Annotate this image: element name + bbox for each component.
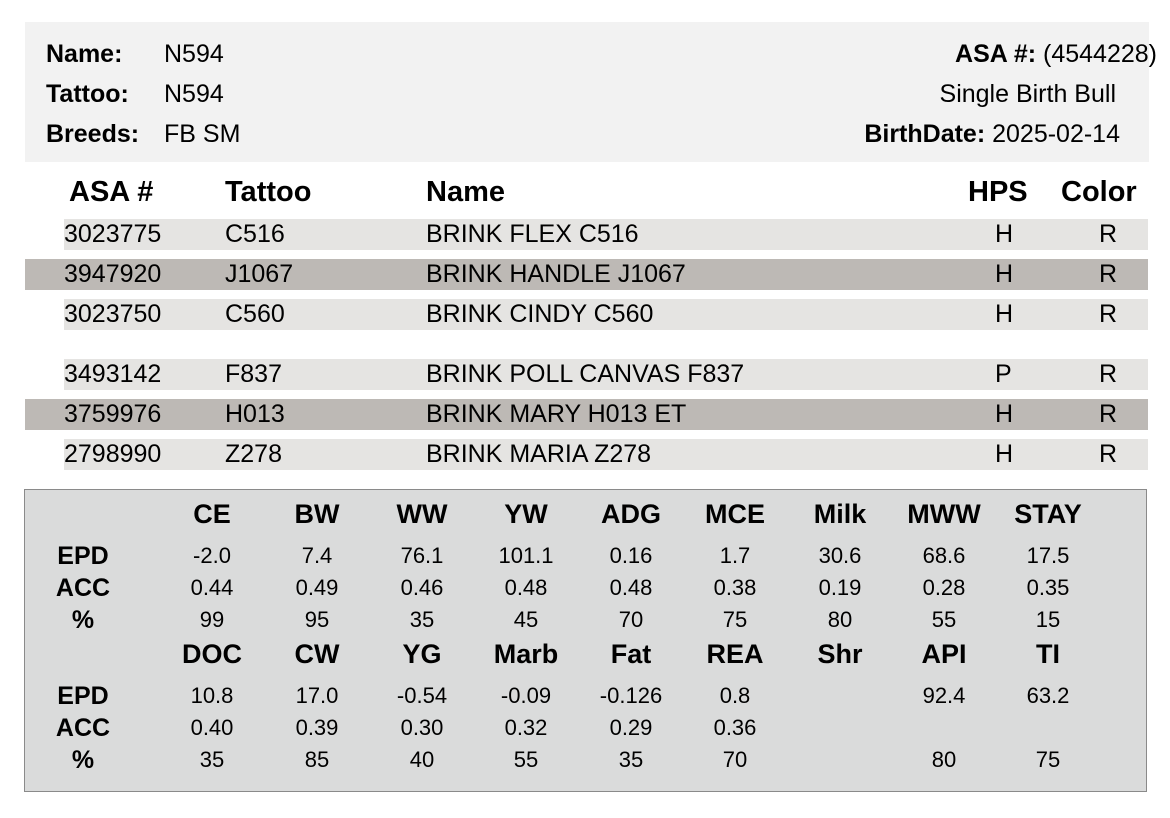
row-name: BRINK CINDY C560 <box>426 300 654 328</box>
trait-epd-value: -0.54 <box>396 683 448 708</box>
trait-header: STAY <box>1014 499 1082 529</box>
trait-pct-value: 40 <box>409 747 435 772</box>
col-color-header: Color <box>1061 176 1137 208</box>
trait-header: YG <box>402 639 442 669</box>
trait-epd-value: 7.4 <box>301 543 333 568</box>
row-tattoo: Z278 <box>225 440 282 468</box>
trait-epd-value: 92.4 <box>922 683 966 708</box>
birthdate-label: BirthDate: <box>864 120 986 148</box>
tattoo-line <box>46 79 224 109</box>
epd-row-label-acc: ACC <box>55 714 111 742</box>
name-line <box>46 39 224 69</box>
trait-header: ADG <box>601 499 661 529</box>
trait-acc-value: 0.38 <box>713 575 757 600</box>
row-asa: 3493142 <box>64 360 162 388</box>
trait-header: YW <box>504 499 548 529</box>
trait-pct-value: 45 <box>513 607 539 632</box>
trait-pct-value: 55 <box>931 607 957 632</box>
trait-epd-value: 0.8 <box>719 683 751 708</box>
col-name-header: Name <box>426 176 505 208</box>
pedigree-row <box>64 359 1148 390</box>
trait-header: API <box>921 639 967 669</box>
row-hps: H <box>995 220 1014 248</box>
trait-epd-value: 0.16 <box>609 543 653 568</box>
trait-pct-value: 75 <box>1035 747 1061 772</box>
trait-epd-value: 17.5 <box>1026 543 1070 568</box>
tattoo-label: Tattoo: <box>46 80 129 108</box>
row-tattoo: F837 <box>225 360 282 388</box>
row-asa: 3947920 <box>64 260 162 288</box>
trait-header: REA <box>706 639 764 669</box>
trait-pct-value: 85 <box>304 747 330 772</box>
trait-epd-value: 63.2 <box>1026 683 1070 708</box>
trait-header: Marb <box>493 639 559 669</box>
row-tattoo: H013 <box>225 400 285 428</box>
asa-value: (4544228) <box>1043 40 1157 68</box>
trait-pct-value: 95 <box>304 607 330 632</box>
name-value: N594 <box>164 40 224 68</box>
trait-pct-value: 35 <box>199 747 225 772</box>
row-name: BRINK FLEX C516 <box>426 220 639 248</box>
epd-row-label-pct: % <box>71 606 95 634</box>
epd-row-label-pct: % <box>71 746 95 774</box>
trait-pct-value: 15 <box>1035 607 1061 632</box>
trait-pct-value: 35 <box>618 747 644 772</box>
trait-epd-value: 1.7 <box>719 543 751 568</box>
trait-header: WW <box>396 499 448 529</box>
trait-acc-value: 0.35 <box>1026 575 1070 600</box>
row-name: BRINK HANDLE J1067 <box>426 260 686 288</box>
col-tattoo-header: Tattoo <box>225 176 312 208</box>
trait-header: MCE <box>705 499 765 529</box>
epd-row-label-epd: EPD <box>57 682 109 710</box>
row-name: BRINK MARY H013 ET <box>426 400 687 428</box>
trait-epd-value: 30.6 <box>818 543 862 568</box>
trait-epd-value: -0.126 <box>599 683 663 708</box>
trait-pct-value: 35 <box>409 607 435 632</box>
trait-acc-value: 0.49 <box>295 575 339 600</box>
trait-acc-value: 0.39 <box>295 715 339 740</box>
row-tattoo: C516 <box>225 220 285 248</box>
trait-pct-value: 55 <box>513 747 539 772</box>
trait-epd-value: 17.0 <box>295 683 339 708</box>
pedigree-row <box>25 399 1148 430</box>
row-color: R <box>1099 440 1118 468</box>
pedigree-row <box>64 299 1148 330</box>
row-name: BRINK MARIA Z278 <box>426 440 652 468</box>
trait-header: Shr <box>817 639 863 669</box>
row-color: R <box>1099 260 1118 288</box>
trait-header: CW <box>294 639 340 669</box>
pedigree-row <box>64 219 1148 250</box>
row-tattoo: C560 <box>225 300 285 328</box>
epd-panel <box>24 489 1147 792</box>
trait-acc-value: 0.44 <box>190 575 234 600</box>
trait-header: Fat <box>610 639 652 669</box>
asa-line <box>955 39 1157 69</box>
breeds-label: Breeds: <box>46 120 140 148</box>
epd-row-label-acc: ACC <box>55 574 111 602</box>
row-color: R <box>1099 300 1118 328</box>
epd-row-label-epd: EPD <box>57 542 109 570</box>
breeds-line <box>46 119 241 149</box>
col-asa-header: ASA # <box>69 176 154 208</box>
trait-header: TI <box>1036 639 1060 669</box>
birth-type: Single Birth Bull <box>939 80 1116 108</box>
col-hps-header: HPS <box>968 176 1028 208</box>
row-tattoo: J1067 <box>225 260 294 288</box>
trait-header: DOC <box>182 639 242 669</box>
trait-pct-value: 75 <box>722 607 748 632</box>
animal-header <box>25 22 1157 162</box>
trait-pct-value: 99 <box>199 607 225 632</box>
trait-acc-value: 0.28 <box>922 575 966 600</box>
trait-epd-value: -0.09 <box>500 683 552 708</box>
row-color: R <box>1099 360 1118 388</box>
trait-acc-value: 0.48 <box>504 575 548 600</box>
row-hps: P <box>995 360 1012 388</box>
trait-acc-value: 0.29 <box>609 715 653 740</box>
tattoo-value: N594 <box>164 80 224 108</box>
trait-epd-value: 76.1 <box>400 543 444 568</box>
row-hps: H <box>995 400 1014 428</box>
birthdate-line <box>864 119 1120 149</box>
trait-acc-value: 0.48 <box>609 575 653 600</box>
pedigree-row <box>64 439 1148 470</box>
trait-header: MWW <box>907 499 981 529</box>
row-asa: 2798990 <box>64 440 162 468</box>
trait-pct-value: 80 <box>827 607 853 632</box>
row-asa: 3023750 <box>64 300 162 328</box>
trait-header: Milk <box>813 499 867 529</box>
trait-epd-value: 101.1 <box>498 543 554 568</box>
trait-header: BW <box>294 499 340 529</box>
row-hps: H <box>995 260 1014 288</box>
row-name: BRINK POLL CANVAS F837 <box>426 360 745 388</box>
asa-label: ASA #: <box>955 40 1037 68</box>
trait-pct-value: 70 <box>618 607 644 632</box>
trait-acc-value: 0.19 <box>818 575 862 600</box>
trait-epd-value: 10.8 <box>190 683 234 708</box>
trait-acc-value: 0.46 <box>400 575 444 600</box>
trait-header: CE <box>193 499 231 529</box>
row-color: R <box>1099 400 1118 428</box>
row-hps: H <box>995 300 1014 328</box>
name-label: Name: <box>46 40 123 68</box>
trait-pct-value: 80 <box>931 747 957 772</box>
trait-acc-value: 0.36 <box>713 715 757 740</box>
birthdate-value: 2025-02-14 <box>992 120 1120 148</box>
row-asa: 3023775 <box>64 220 162 248</box>
row-hps: H <box>995 440 1014 468</box>
pedigree-row <box>25 259 1148 290</box>
trait-acc-value: 0.32 <box>504 715 548 740</box>
row-color: R <box>1099 220 1118 248</box>
trait-epd-value: -2.0 <box>193 543 231 568</box>
trait-acc-value: 0.40 <box>190 715 234 740</box>
row-asa: 3759976 <box>64 400 162 428</box>
trait-pct-value: 70 <box>722 747 748 772</box>
trait-epd-value: 68.6 <box>922 543 966 568</box>
trait-acc-value: 0.30 <box>400 715 444 740</box>
breeds-value: FB SM <box>164 120 241 148</box>
